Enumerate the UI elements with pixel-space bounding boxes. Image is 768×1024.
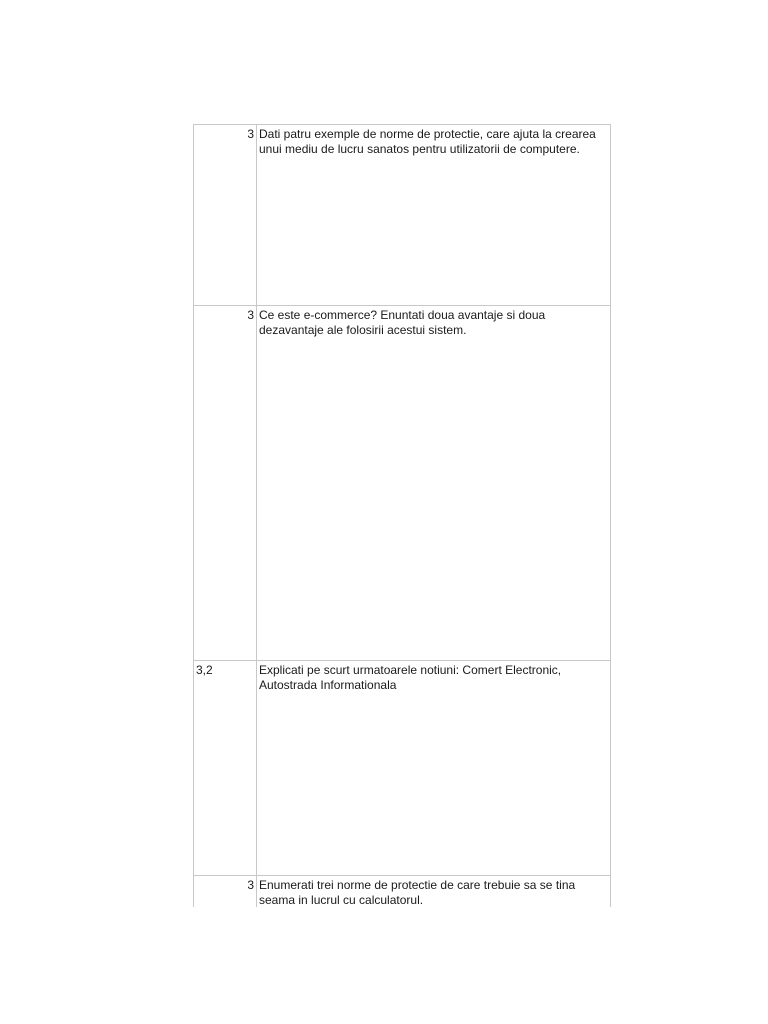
question-table	[193, 124, 611, 907]
points-cell: 3,2	[194, 661, 257, 875]
table-row	[194, 306, 610, 661]
table-row	[194, 125, 610, 306]
points-cell: 3	[194, 306, 257, 660]
points-cell: 3	[194, 876, 257, 907]
question-cell: Enumerati trei norme de protectie de care trebuie sa se tina seama in lucrul cu calculatorul.	[259, 878, 576, 907]
question-cell: Explicati pe scurt urmatoarele notiuni: Comert Electronic, Autostrada Informationala	[259, 663, 562, 692]
table-row	[194, 876, 610, 907]
points-cell: 3	[194, 125, 257, 305]
question-cell: Dati patru exemple de norme de protectie, care ajuta la crearea unui mediu de lucru sanatos pentru utilizatorii de computere.	[259, 127, 596, 156]
question-cell: Ce este e-commerce? Enuntati doua avantaje si doua dezavantaje ale folosirii acestui sistem.	[259, 308, 546, 337]
table-row	[194, 661, 610, 876]
